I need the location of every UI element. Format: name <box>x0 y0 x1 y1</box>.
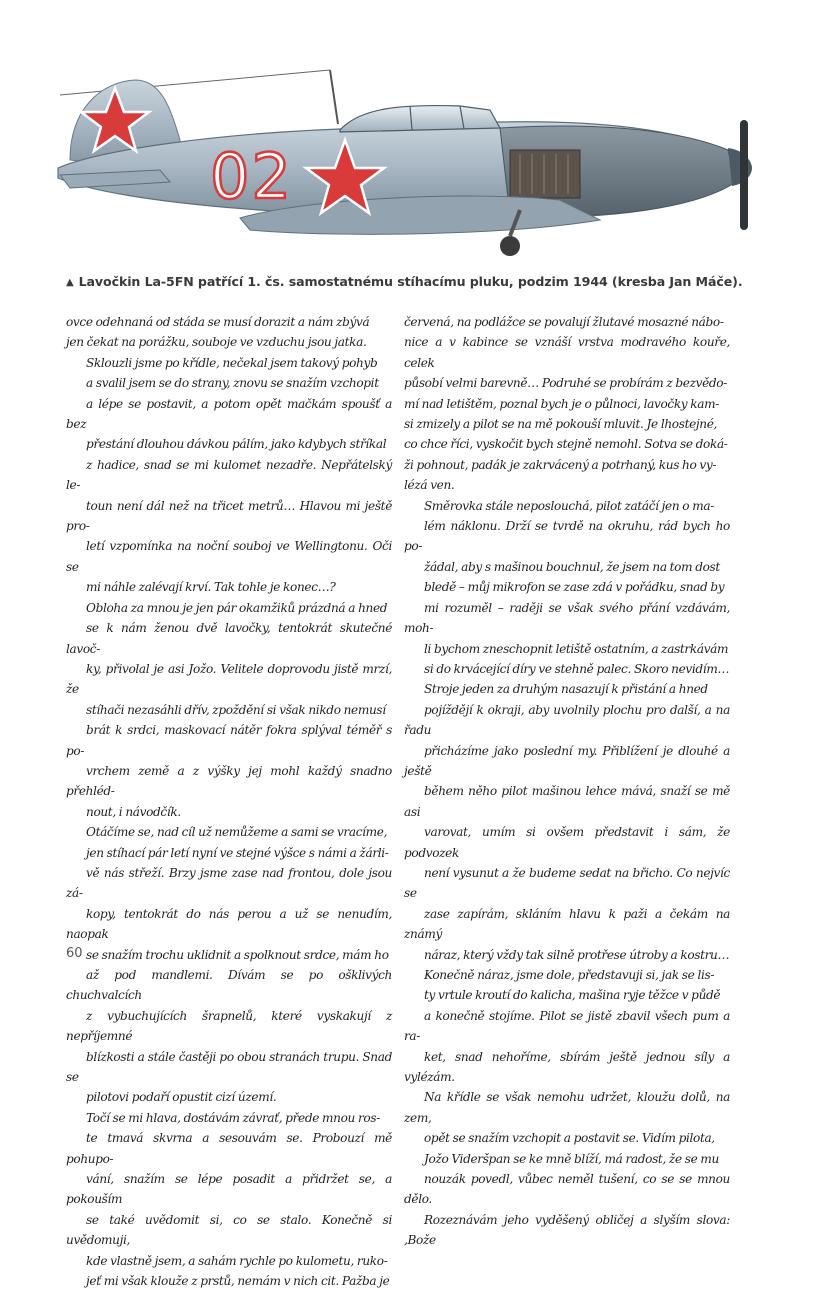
text-line: lézá ven. <box>404 478 455 493</box>
text-line: vě nás střeží. Brzy jsme zase nad frontou, dole jsou zá- <box>66 865 392 901</box>
text-line: ži pohnout, padák je zakrvácený a potrhaný, kus ho vy- <box>404 457 717 472</box>
text-line: li bychom zneschopnit letiště ostatním, a zastrkávám <box>424 641 729 656</box>
text-line: Sklouzli jsme po křídle, nečekal jsem takový pohyb <box>86 355 378 370</box>
text-line: jeť mi však klouže z prstů, nemám v nich cit. Pažba je <box>86 1274 390 1289</box>
page-number: 60 <box>66 946 83 961</box>
triangle-marker-icon: ▲ <box>66 277 74 288</box>
text-line: toun není dál než na třicet metrů… Hlavou mi ještě pro- <box>66 498 392 534</box>
text-line: varovat, umím si ovšem představit i sám, že podvozek <box>404 825 730 860</box>
text-line: letí vzpomínka na noční souboj ve Wellingtonu. Oči se <box>66 539 392 574</box>
right-column <box>404 312 730 1251</box>
text-line: pojíždějí k okraji, aby uvolnily plochu pro další, a na řadu <box>404 702 730 738</box>
text-line: stíhači nezasáhli dřív, zpoždění si však nikdo nemusí <box>86 702 386 717</box>
text-line: Obloha za mnou je jen pár okamžiků prázdná a hned <box>86 600 388 615</box>
paragraph <box>404 496 730 680</box>
text-line: ovce odehnaná od stáda se musí dorazit a nám zbývá <box>66 315 370 329</box>
paragraph <box>66 312 392 353</box>
text-line: přestání dlouhou dávkou pálím, jako kdybych stříkal <box>86 437 387 452</box>
text-line: Jožo Videršpan se ke mně blíží, má radost, že se mu <box>424 1151 719 1166</box>
text-line: z vybuchujících šrapnelů, které vyskakují z nepříjemné <box>66 1008 392 1044</box>
text-line: co chce říci, vyskočit bych stejně nemohl. Sotva se doká- <box>404 437 728 452</box>
text-line: mí nad letištěm, poznal bych je o půlnoci, lavočky kam- <box>404 396 719 411</box>
text-line: nice a v kabince se vznáší vrstva modravého kouře, celek <box>404 335 730 370</box>
text-line: Točí se mi hlava, dostávám závrať, přede mnou ros- <box>86 1110 380 1125</box>
paragraph <box>66 822 392 1108</box>
text-line: zase zapírám, skláním hlavu k paži a čekám na známý <box>404 906 730 942</box>
tail-number: 02 <box>210 140 293 213</box>
text-line: ty vrtule kroutí do kalicha, mašina ryje těžce v půdě <box>424 988 721 1003</box>
paragraph <box>66 353 392 598</box>
paragraph <box>404 679 730 965</box>
text-line: Konečně náraz, jsme dole, představuji si, jak se lis- <box>424 968 715 982</box>
text-line: brát k srdci, maskovací nátěr fokra splýval téměř s po- <box>66 723 392 758</box>
text-line: Otáčíme se, nad cíl už nemůžeme a sami se vracíme, <box>86 825 388 840</box>
text-line: není vysunut a že budeme sedat na břicho. Co nejvíc se <box>404 865 730 901</box>
text-line: si do krvácející díry ve stehně palec. Skoro nevidím… <box>424 661 730 676</box>
text-line: z hadice, snad se mi kulomet nezadře. Nepřátelský le- <box>66 457 392 493</box>
aircraft-drawing <box>40 50 780 265</box>
figure-caption <box>66 274 766 289</box>
text-line: přicházíme jako poslední my. Přiblížení je dlouhé a ještě <box>404 743 730 778</box>
text-line: vrchem země a z výšky jej mohl každý snadno přehléd- <box>66 763 392 799</box>
text-line: opět se snažím vzchopit a postavit se. Vidím pilota, <box>424 1131 715 1146</box>
text-line: blízkosti a stále častěji po obou stranách trupu. Snad se <box>66 1049 392 1085</box>
text-line: a konečně stojíme. Pilot se jistě zbavil všech pum a ra- <box>404 1008 730 1044</box>
text-line: ket, snad nehoříme, sbírám ještě jednou síly a vylézám. <box>404 1049 730 1085</box>
text-line: se také uvědomit si, co se stalo. Konečně si uvědomuji, <box>66 1212 392 1248</box>
text-line: jen stíhací pár letí nyní ve stejné výšce s námi a žárli- <box>86 845 389 860</box>
text-line: vání, snažím se lépe posadit a přidržet se, a pokouším <box>66 1172 392 1207</box>
left-column <box>66 312 392 1292</box>
text-line: nouzák povedl, vůbec neměl tušení, co se se mnou dělo. <box>404 1172 730 1207</box>
text-line: pilotovi podaří opustit cizí území. <box>86 1090 277 1105</box>
text-line: se k nám ženou dvě lavočky, tentokrát skutečné lavoč- <box>66 621 392 656</box>
text-line: jen čekat na porážku, souboje ve vzduchu jsou jatka. <box>66 335 367 350</box>
text-line: působí velmi barevně… Podruhé se probírám z bezvědo- <box>404 376 727 391</box>
text-line: si zmizely a pilot se na mě pokouší mluvit. Je lhostejné, <box>404 417 718 432</box>
text-line: Rozeznávám jeho vyděšený obličej a slyším slova: ‚Bože <box>404 1212 730 1248</box>
text-line: Směrovka stále neposlouchá, pilot zatáčí jen o ma- <box>424 498 714 513</box>
text-line: te tmavá skvrna a sesouvám se. Probouzí mě pohupo- <box>66 1131 392 1166</box>
text-line: bledě – můj mikrofon se zase zdá v pořádku, snad by <box>424 580 725 595</box>
text-line: Stroje jeden za druhým nasazují k přistání a hned <box>424 682 708 697</box>
text-line: lém náklonu. Drží se tvrdě na okruhu, rád bych ho po- <box>404 519 730 554</box>
text-line: a lépe se postavit, a potom opět mačkám spoušť a bez <box>66 396 392 432</box>
text-line: a svalil jsem se do strany, znovu se snažím vzchopit <box>86 376 379 391</box>
text-line: mi náhle zalévají krví. Tak tohle je konec…? <box>86 580 336 595</box>
paragraph <box>66 1108 392 1292</box>
paragraph <box>404 965 730 1251</box>
text-line: ky, přivolal je asi Jožo. Velitele doprovodu jistě mrzí, že <box>66 661 392 697</box>
text-line: červená, na podlážce se povalují žlutavé mosazné nábo- <box>404 315 724 329</box>
text-line: mi rozuměl – raději se však svého přání vzdávám, moh- <box>404 600 730 636</box>
caption-text: Lavočkin La-5FN patřící 1. čs. samostatnému stíhacímu pluku, podzim 1944 (kresba Jan Máče). <box>78 274 743 289</box>
paragraph <box>66 598 392 822</box>
text-line: kde vlastně jsem, a sahám rychle po kulometu, ruko- <box>86 1253 388 1268</box>
text-line: se snažím trochu uklidnit a spolknout srdce, mám ho <box>86 947 389 962</box>
paragraph <box>404 312 730 496</box>
text-line: náraz, který vždy tak silně protřese útroby a kostru… <box>424 947 730 962</box>
text-line: Na křídle se však nemohu udržet, kloužu dolů, na zem, <box>404 1090 730 1125</box>
text-line: kopy, tentokrát do nás perou a už se nenudím, naopak <box>66 906 392 942</box>
text-line: nout, i návodčík. <box>86 804 181 819</box>
text-line: žádal, aby s mašinou bouchnul, že jsem na tom dost <box>424 559 720 574</box>
text-line: až pod mandlemi. Dívám se po ošklivých chuchvalcích <box>66 968 392 1003</box>
text-line: během něho pilot mašinou lehce mává, snaží se mě asi <box>404 784 730 819</box>
aircraft-illustration <box>40 50 780 265</box>
